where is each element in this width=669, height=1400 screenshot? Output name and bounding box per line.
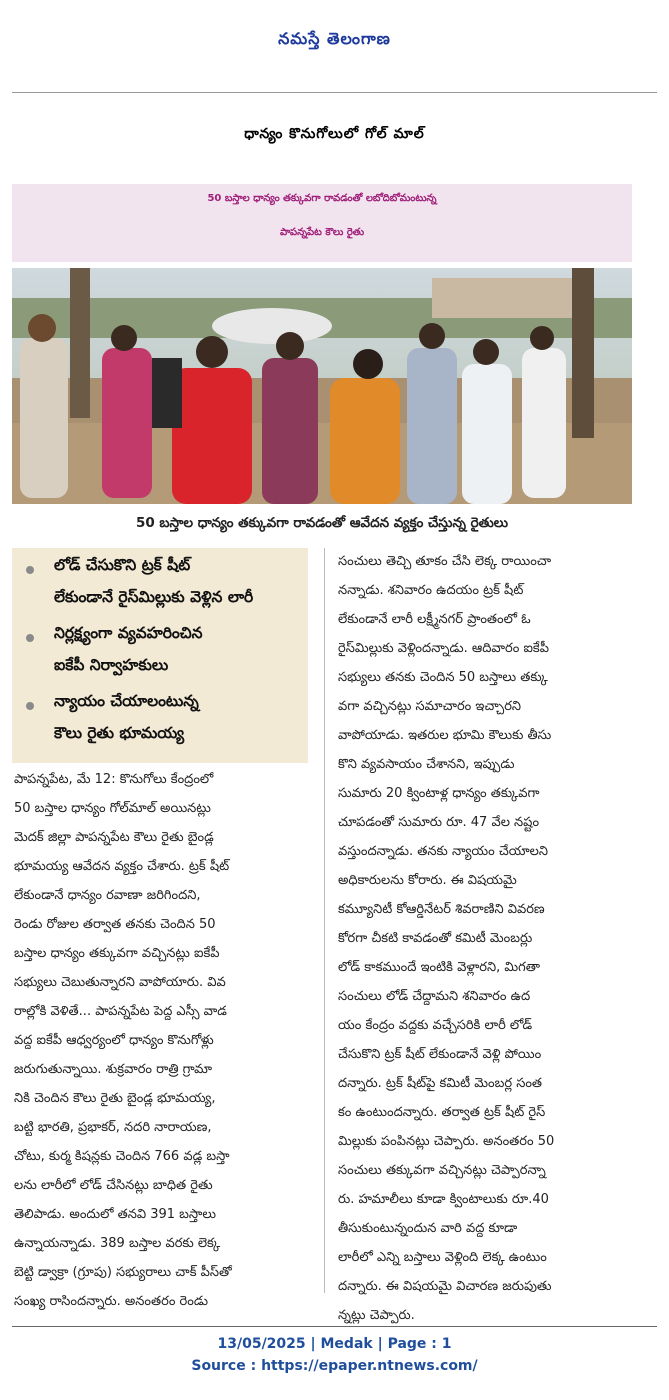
- highlight-3-line-1: న్యాయం చేయాలంటున్న: [54, 692, 199, 710]
- body-line: దన్నారు. ట్రక్ షీట్‌పై కమిటీ మెంబర్ల సంత: [338, 1076, 543, 1091]
- highlight-1-line-1: లోడ్ చేసుకొని ట్రక్ షీట్: [54, 556, 191, 574]
- footer-date-edition: 13/05/2025 | Medak | Page : 1: [217, 1336, 452, 1352]
- highlight-2-line-2: ఐకేపీ నిర్వాహకులు: [54, 656, 169, 674]
- body-line: జరుగుతున్నాయి. శుక్రవారం రాత్రి గ్రామా: [14, 1062, 213, 1077]
- bullet-icon: [26, 702, 34, 710]
- news-photo: [12, 268, 632, 504]
- farmers-gathering-photo: [12, 268, 632, 504]
- footer-source-link[interactable]: Source : https://epaper.ntnews.com/: [191, 1358, 478, 1374]
- body-line: రైస్‌మిల్లుకు వెళ్లిందన్నాడు. ఆదివారం ఐకేపీ: [338, 641, 549, 656]
- body-line: వద్ద ఐకేపీ ఆధ్వర్యంలో ధాన్యం కొనుగోళ్లు: [14, 1033, 214, 1048]
- body-line: రెండు రోజుల తర్వాత తనకు చెందిన 50: [14, 917, 216, 932]
- body-line: కమ్యూనిటీ కోఆర్డినేటర్ శివరాణిని వివరణ: [338, 902, 545, 917]
- body-line: బట్టి భారతి, ప్రభాకర్, నదరి నారాయణ,: [14, 1120, 212, 1135]
- body-line: 50 బస్తాల ధాన్యం గోల్‌మాల్ అయినట్లు: [14, 801, 211, 816]
- body-line: దన్నారు. ఈ విషయమై విచారణ జరుపుతు: [338, 1279, 552, 1294]
- bullet-icon: [26, 566, 34, 574]
- body-line: బెట్టి డ్వాక్రా (గ్రూపు) సభ్యురాలు చాక్ పీస్‌తో: [14, 1265, 232, 1280]
- body-line: పాపన్నపేట, మే 12: కొనుగోలు కేంద్రంలో: [14, 772, 214, 787]
- footer-divider: [12, 1326, 657, 1327]
- subheadline-box: [12, 184, 632, 262]
- body-line: సంచులు తక్కువగా వచ్చినట్లు చెప్పారన్నా: [338, 1163, 546, 1178]
- body-line: కం ఉంటుందన్నారు. తర్వాత ట్రక్ షీట్ రైస్: [338, 1105, 546, 1120]
- column-divider: [324, 548, 325, 1293]
- body-line: మిల్లుకు పంపినట్లు చెప్పారు. అనంతరం 50: [338, 1134, 555, 1149]
- subheadline-line-1: 50 బస్తాల ధాన్యం తక్కువగా రావడంతో లబోదిబోమంటున్న: [207, 193, 437, 204]
- bullet-icon: [26, 634, 34, 642]
- masthead-divider: [12, 92, 657, 93]
- body-line: న్నట్లు చెప్పారు.: [338, 1308, 415, 1323]
- body-line: వగా వచ్చినట్లు సమాచారం ఇచ్చారని: [338, 699, 522, 714]
- body-line: తీసుకుంటున్నందున వారి వద్ద కూడా: [338, 1221, 518, 1236]
- body-line: మెదక్ జిల్లా పాపన్నపేట కౌలు రైతు బైండ్ల: [14, 830, 214, 845]
- body-line: వాపోయాడు. ఇతరుల భూమి కౌలుకు తీసు: [338, 728, 552, 743]
- body-line: తెలిపాడు. అందులో తనవి 391 బస్తాలు: [14, 1207, 217, 1222]
- body-line: నన్నాడు. శనివారం ఉదయం ట్రక్ షీట్: [338, 583, 524, 598]
- body-line: భూమయ్య ఆవేదన వ్యక్తం చేశారు. ట్రక్ షీట్: [14, 859, 230, 874]
- body-line: ఉన్నాయన్నాడు. 389 బస్తాల వరకు లెక్క: [14, 1236, 221, 1251]
- body-line: బస్తాల ధాన్యం తక్కువగా వచ్చినట్లు ఐకేపీ: [14, 946, 220, 961]
- body-line: సభ్యులు చెబుతున్నారని వాపోయారు. వివ: [14, 975, 226, 990]
- masthead-title: నమస్తే తెలంగాణ: [278, 29, 391, 48]
- body-line: రు. హమాలీలు కూడా క్వింటాలుకు రూ.40: [338, 1192, 549, 1207]
- highlights-box: [12, 548, 308, 763]
- body-line: లోడ్ కాకముందే ఇంటికి వెళ్లారని, మిగతా: [338, 960, 540, 975]
- body-line: కోరగా చీకటి కావడంతో కమిటీ మెంబర్లు: [338, 931, 533, 946]
- highlight-1-line-2: లేకుండానే రైస్‌మిల్లుకు వెళ్లిన లారీ: [54, 588, 254, 606]
- highlight-3-line-2: కౌలు రైతు భూమయ్య: [54, 724, 185, 742]
- body-line: సుమారు 20 క్వింటాళ్ల ధాన్యం తక్కువగా: [338, 786, 540, 801]
- body-line: సభ్యులు తనకు చెందిన 50 బస్తాలు తక్కు: [338, 670, 548, 685]
- body-line: వస్తుందన్నాడు. తనకు న్యాయం చేయాలని: [338, 844, 548, 859]
- body-line: లారీలో ఎన్ని బస్తాలు వెళ్లింది లెక్క ఉంటుం: [338, 1250, 547, 1265]
- body-line: కొని వ్యవసాయం చేశానని, ఇప్పుడు: [338, 757, 515, 772]
- body-line: నికి చెందిన కౌలు రైతు బైండ్ల భూమయ్య,: [14, 1091, 216, 1106]
- subheadline-line-2: పాపన్నపేట కౌలు రైతు: [279, 227, 365, 238]
- body-line: సంఖ్య రాసిందన్నారు. అనంతరం రెండు: [14, 1294, 208, 1309]
- body-line: లను లారీలో లోడ్ చేసినట్లు బాధిత రైతు: [14, 1178, 213, 1193]
- body-line: చేసుకొని ట్రక్ షీట్ లేకుండానే వెళ్లి పోయిం: [338, 1047, 542, 1062]
- body-line: లేకుండానే ధాన్యం రవాణా జరిగిందని,: [14, 888, 201, 903]
- headline: ధాన్యం కొనుగోలులో గోల్ మాల్: [244, 126, 425, 142]
- photo-caption: 50 బస్తాల ధాన్యం తక్కువగా రావడంతో ఆవేదన వ్యక్తం చేస్తున్న రైతులు: [135, 515, 509, 531]
- body-line: చోటు, కుర్మ కిషన్లకు చెందిన 766 వడ్ల బస్తా: [14, 1149, 230, 1164]
- highlight-2-line-1: నిర్లక్ష్యంగా వ్యవహరించిన: [54, 624, 203, 642]
- body-line: సంచులు లోడ్ చేద్దామని శనివారం ఉద: [338, 989, 531, 1004]
- body-line: చూపడంతో సుమారు రూ. 47 వేల నష్టం: [338, 815, 540, 830]
- body-line: అధికారులను కోరారు. ఈ విషయమై: [338, 873, 517, 888]
- body-line: యం కేంద్రం వద్దకు వచ్చేసరికి లారీ లోడ్: [338, 1018, 533, 1033]
- body-line: సంచులు తెచ్చి తూకం చేసి లెక్క రాయించా: [338, 554, 552, 569]
- body-line: లేకుండానే లారీ లక్ష్మీనగర్ ప్రాంతంలో ఓ: [338, 612, 531, 627]
- body-line: రాల్లోకి వెళితే... పాపన్నపేట పెద్ద ఎస్సీ వాడ: [14, 1004, 227, 1019]
